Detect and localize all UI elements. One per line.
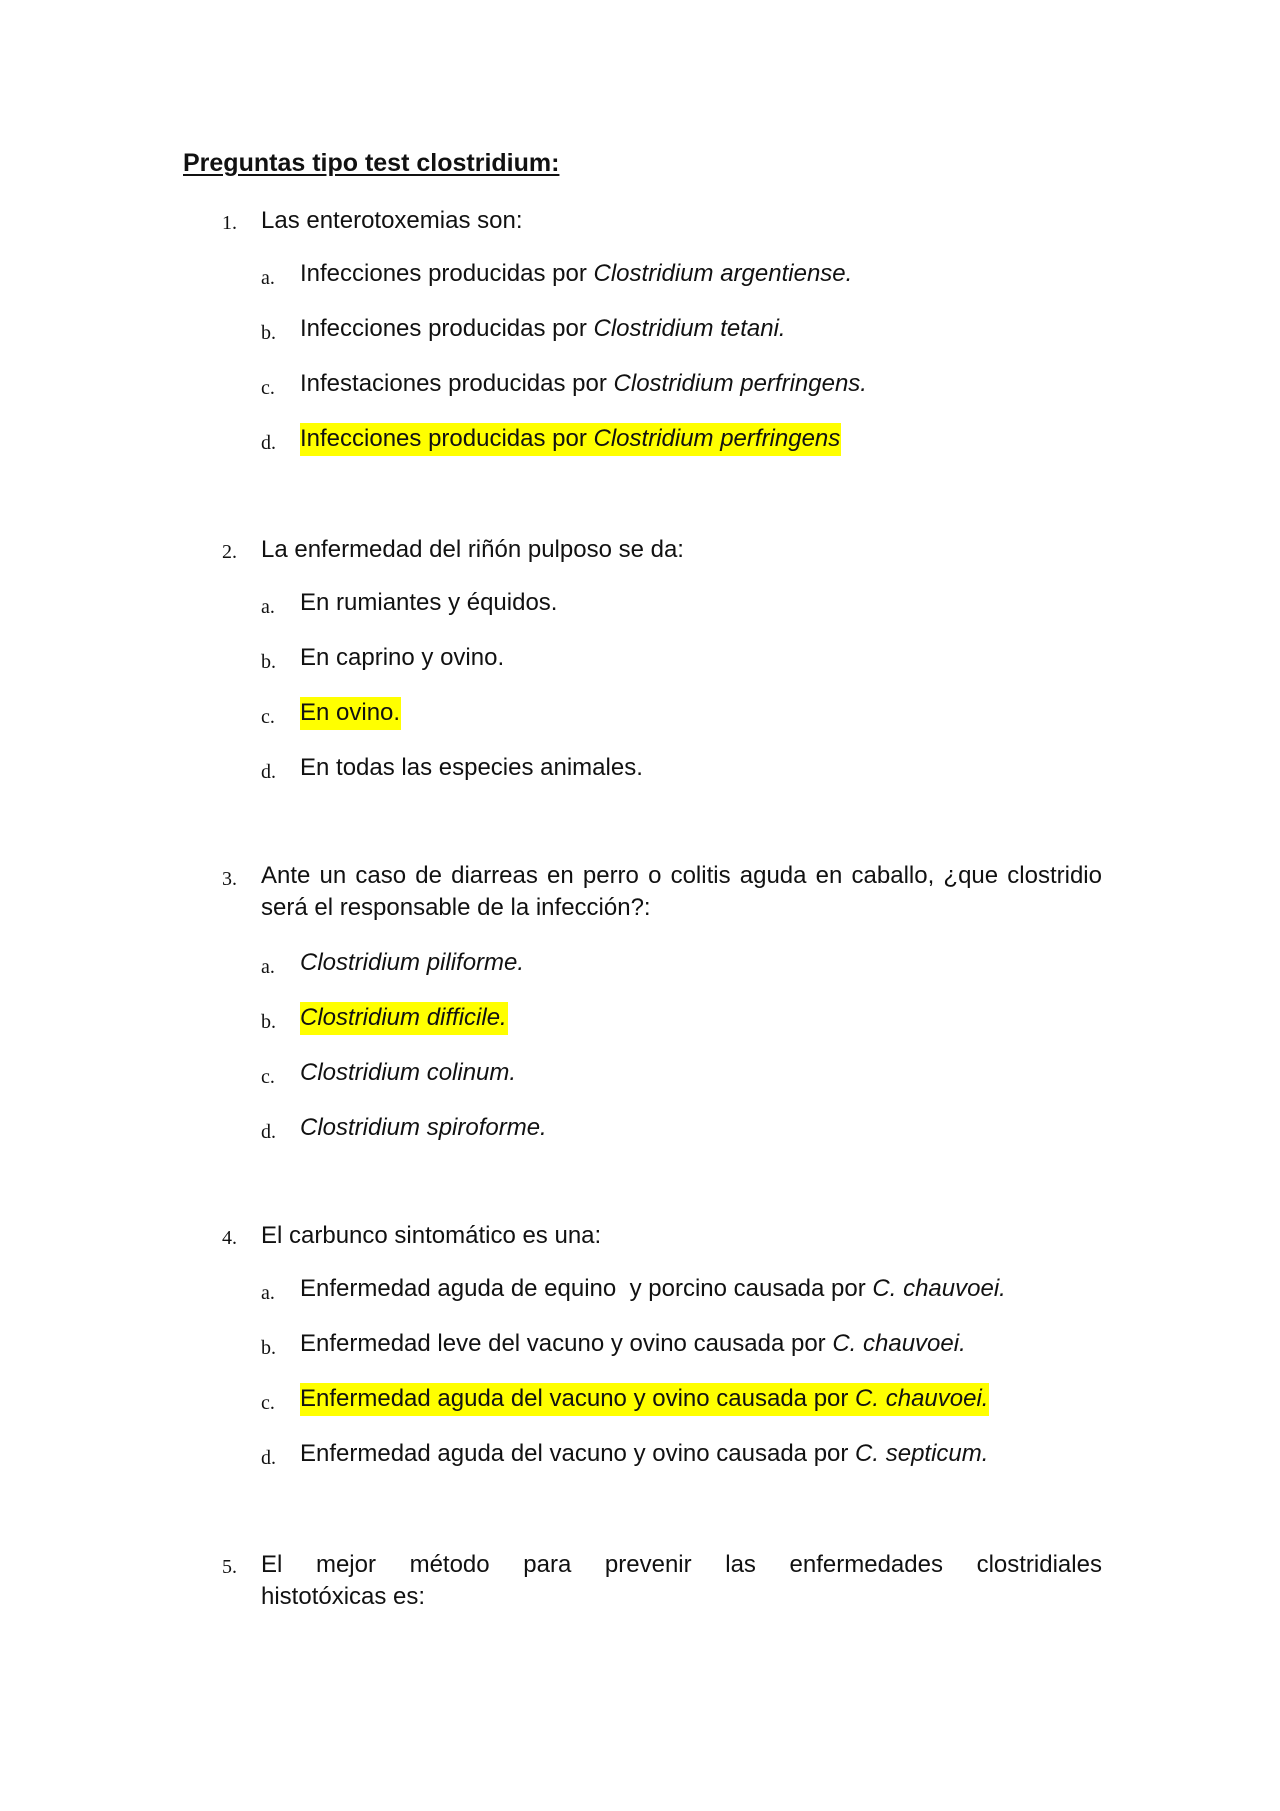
option-letter: c.	[261, 377, 275, 399]
option-letter: d.	[261, 1447, 276, 1469]
option-text: En caprino y ovino.	[300, 644, 505, 671]
question-number: 4.	[222, 1227, 237, 1249]
option-text: Clostridium piliforme.	[300, 949, 525, 976]
option-letter: a.	[261, 596, 275, 618]
option-letter: a.	[261, 267, 275, 289]
question-text-line-2: histotóxicas es:	[261, 1583, 426, 1610]
answer-highlight: Clostridium difficile.	[300, 1002, 508, 1035]
question-text: El carbunco sintomático es una:	[261, 1222, 602, 1249]
question-number: 1.	[222, 212, 237, 234]
option-letter: d.	[261, 432, 276, 454]
option-text-highlighted	[300, 699, 401, 727]
option-letter: c.	[261, 1392, 275, 1414]
option-text-highlighted	[300, 1004, 508, 1032]
option-letter: b.	[261, 651, 276, 673]
option-text: Enfermedad aguda del vacuno y ovino causada por C. septicum.	[300, 1440, 989, 1467]
option-text: Clostridium spiroforme.	[300, 1114, 547, 1141]
option-text: En rumiantes y équidos.	[300, 589, 558, 616]
question-number: 5.	[222, 1556, 237, 1578]
question-text: Las enterotoxemias son:	[261, 207, 523, 234]
option-letter: c.	[261, 706, 275, 728]
question-text: Ante un caso de diarreas en perro o colitis aguda en caballo, ¿que clostridio será el responsable de la infección?:	[261, 862, 1102, 921]
option-letter: b.	[261, 1011, 276, 1033]
question-number: 3.	[222, 868, 237, 890]
answer-highlight: En ovino.	[300, 697, 401, 730]
question-number: 2.	[222, 541, 237, 563]
question-text-line-1: El mejor método para prevenir las enfermedades clostridiales	[261, 1551, 1102, 1578]
option-letter: c.	[261, 1066, 275, 1088]
option-text: Enfermedad aguda de equino y porcino causada por C. chauvoei.	[300, 1275, 1006, 1302]
option-text-highlighted	[300, 425, 841, 453]
option-text: Infecciones producidas por Clostridium argentiense.	[300, 260, 853, 287]
question-text: La enfermedad del riñón pulposo se da:	[261, 536, 684, 563]
option-letter: d.	[261, 761, 276, 783]
answer-highlight: Infecciones producidas por Clostridium perfringens	[300, 423, 841, 456]
option-letter: a.	[261, 1282, 275, 1304]
option-text: Infecciones producidas por Clostridium tetani.	[300, 315, 786, 342]
option-letter: d.	[261, 1121, 276, 1143]
option-text: Infestaciones producidas por Clostridium perfringens.	[300, 370, 867, 397]
option-letter: b.	[261, 322, 276, 344]
option-letter: a.	[261, 956, 275, 978]
answer-highlight: Enfermedad aguda del vacuno y ovino causada por C. chauvoei.	[300, 1383, 989, 1416]
option-text: Clostridium colinum.	[300, 1059, 517, 1086]
option-letter: b.	[261, 1337, 276, 1359]
option-text-highlighted	[300, 1385, 989, 1413]
option-text: Enfermedad leve del vacuno y ovino causada por C. chauvoei.	[300, 1330, 966, 1357]
page-title: Preguntas tipo test clostridium:	[183, 149, 560, 177]
question-text	[261, 1549, 1102, 1613]
option-text: En todas las especies animales.	[300, 754, 643, 781]
